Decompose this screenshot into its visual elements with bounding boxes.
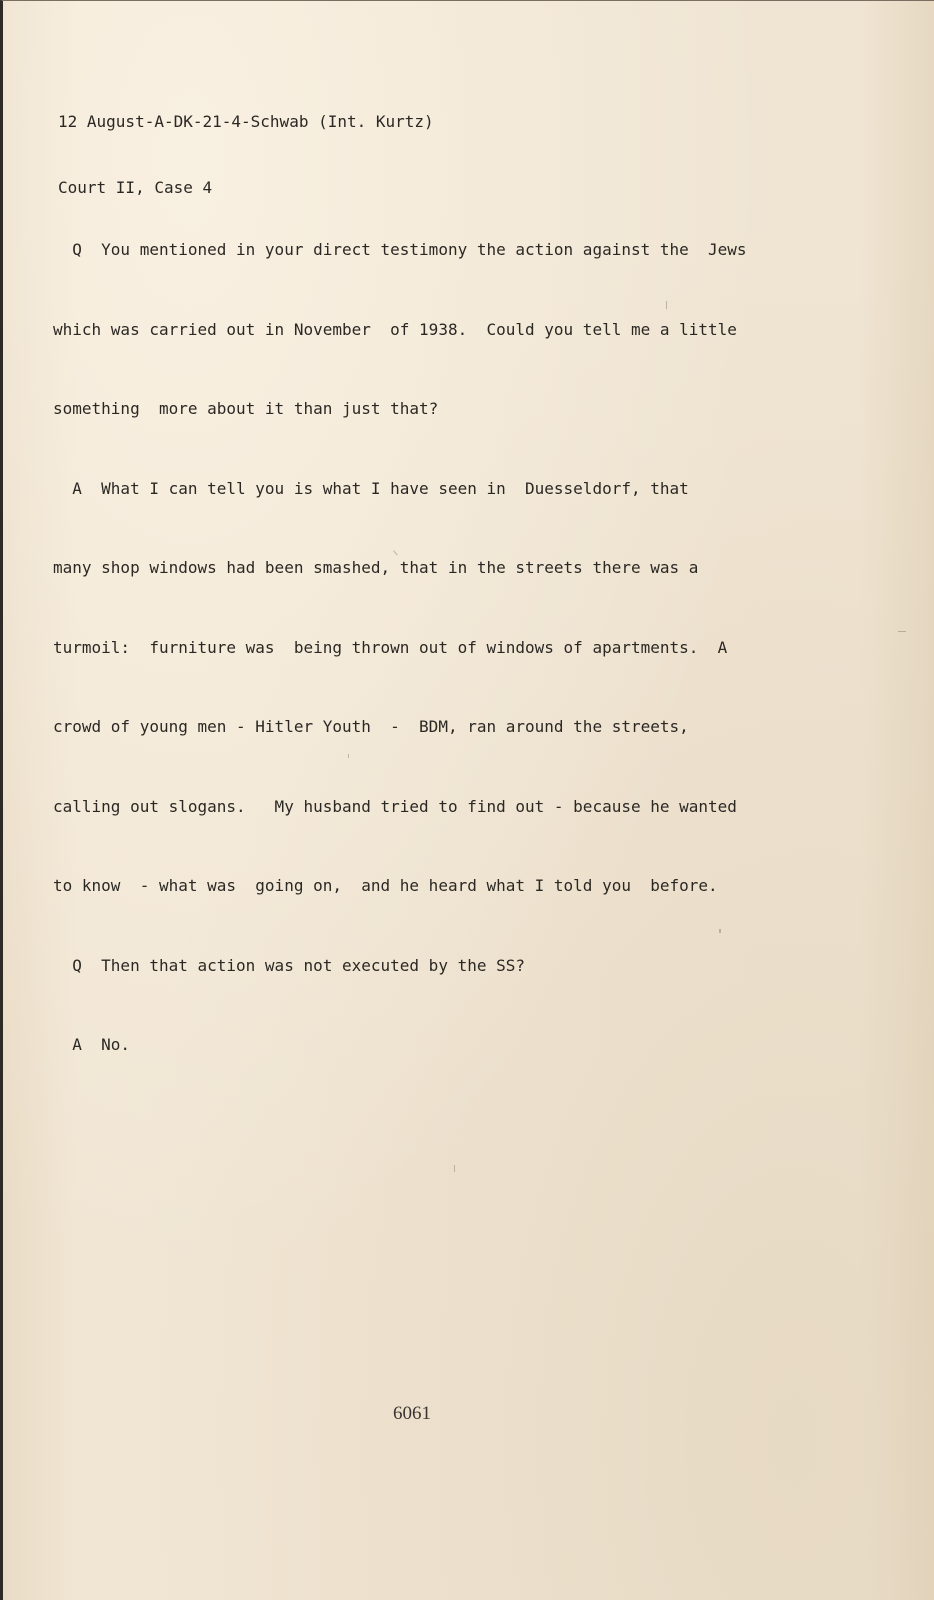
paper-speck	[454, 1165, 455, 1172]
page-number: 6061	[393, 1403, 431, 1424]
testimony-line: which was carried out in November of 1938. Could you tell me a little	[53, 319, 737, 339]
testimony-line: Q You mentioned in your direct testimony the action against the Jews	[53, 240, 747, 259]
testimony-line: calling out slogans. My husband tried to find out - because he wanted	[53, 796, 737, 816]
paper-speck	[898, 631, 906, 632]
testimony-line: crowd of young men - Hitler Youth - BDM, ran around the streets,	[53, 717, 689, 736]
paper-speck	[719, 929, 721, 933]
testimony-line: to know - what was going on, and he heard what I told you before.	[53, 876, 718, 895]
testimony-body	[53, 191, 853, 1104]
testimony-line: something more about it than just that?	[53, 399, 439, 418]
paper-speck	[666, 301, 667, 309]
testimony-line: many shop windows had been smashed, that in the streets there was a	[53, 558, 699, 577]
testimony-line: A What I can tell you is what I have seen in Duesseldorf, that	[53, 478, 689, 498]
testimony-line: Q Then that action was not executed by the SS?	[53, 955, 526, 975]
header-date-line: 12 August-A-DK-21-4-Schwab (Int. Kurtz)	[58, 112, 434, 131]
paper-speck	[348, 754, 349, 758]
testimony-line: turmoil: furniture was being thrown out of windows of apartments. A	[53, 637, 728, 657]
testimony-line: A No.	[53, 1035, 131, 1054]
header-court-line: Court II, Case 4	[58, 178, 213, 197]
